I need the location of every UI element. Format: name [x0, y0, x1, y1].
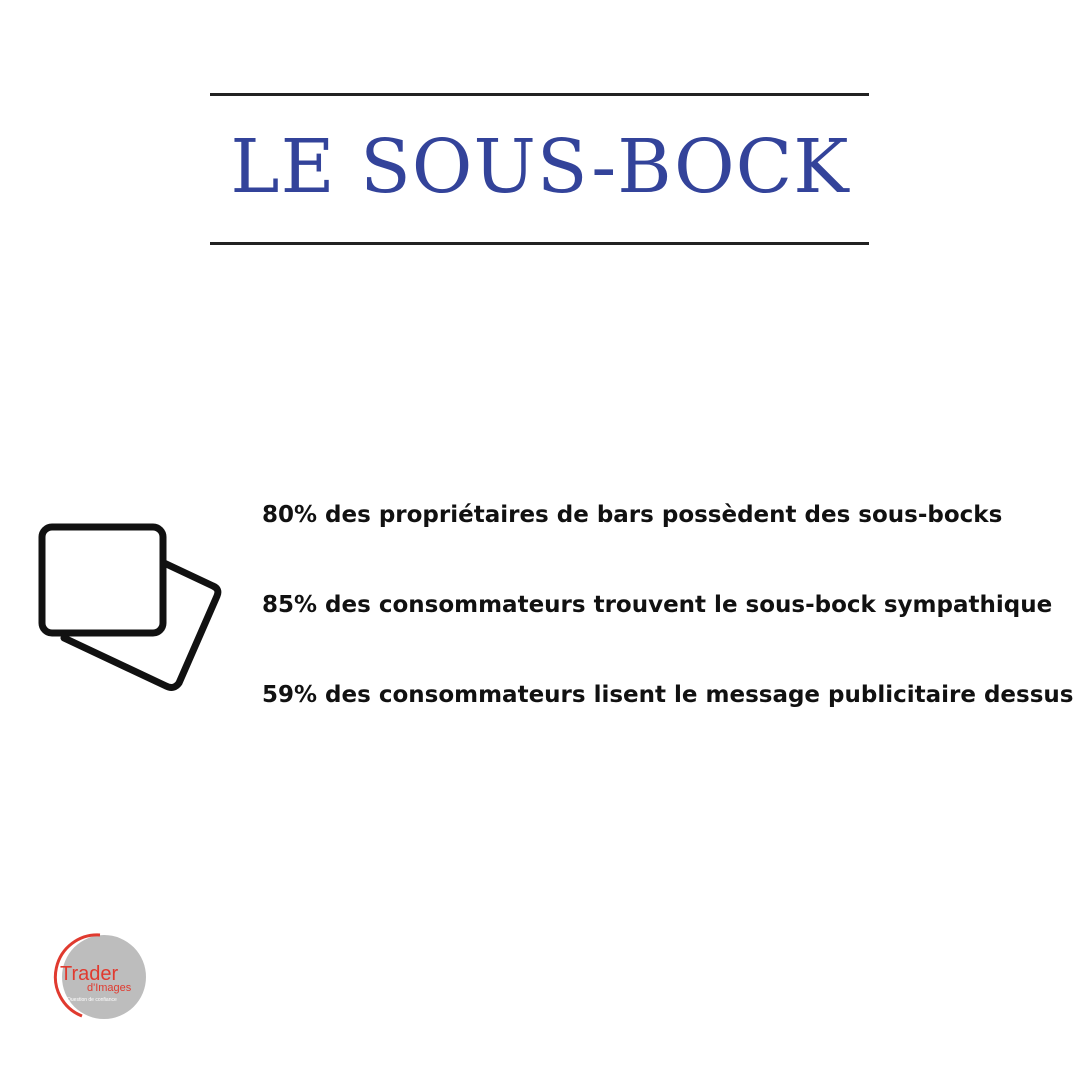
top-divider	[210, 93, 869, 96]
trader-dimages-logo	[52, 928, 152, 1024]
logo-tagline: Question de confiance	[67, 997, 117, 1003]
stat-item: 59% des consommateurs lisent le message publicitaire dessus	[262, 682, 1074, 708]
stat-item: 80% des propriétaires de bars possèdent des sous-bocks	[262, 502, 1003, 528]
logo-subtitle: d'Images	[87, 982, 132, 994]
logo-wordmark: Trader	[60, 963, 119, 985]
page-title: LE SOUS-BOCK	[230, 124, 850, 210]
stat-item: 85% des consommateurs trouvent le sous-bock sympathique	[262, 592, 1053, 618]
coaster-icon	[36, 520, 226, 692]
bottom-divider	[210, 242, 869, 245]
